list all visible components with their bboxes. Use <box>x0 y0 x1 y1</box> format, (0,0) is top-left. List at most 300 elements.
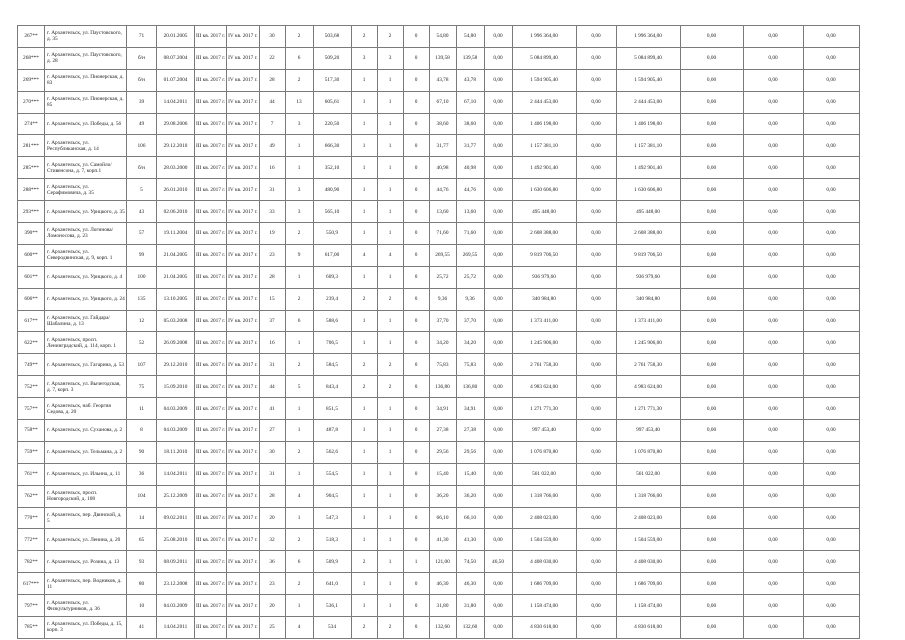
table-row <box>18 223 860 245</box>
cell-residents-total: 71,60 <box>429 223 456 245</box>
cell-apartments-other: 0 <box>403 244 429 266</box>
cell-resettlement-cost: 0,00 <box>576 179 616 201</box>
cell-funds-region: 0,00 <box>680 529 743 551</box>
cell-apartments-other: 0 <box>403 573 429 595</box>
cell-date-recognized: 13.10.2005 <box>157 288 195 310</box>
cell-address: г. Архангельск, ул. Победы, д. 15, корп. 3 <box>45 617 127 639</box>
cell-planned-end: IV кв. 2017 г. <box>227 223 259 245</box>
cell-funds-other: 0,00 <box>803 223 859 245</box>
cell-total-area: 536,1 <box>313 595 351 617</box>
cell-planned-start: III кв. 2017 г. <box>195 398 227 420</box>
cell-floors: 41 <box>259 398 285 420</box>
cell-apartments-municipal: 1 <box>377 529 403 551</box>
cell-residents-total: 13,60 <box>429 201 456 223</box>
cell-area-municipal: 0,00 <box>484 266 512 288</box>
cell-apartments-other: 0 <box>403 91 429 113</box>
cell-funds-other: 0,00 <box>803 529 859 551</box>
cell-address: г. Архангельск, наб. Георгия Седова, д. 20 <box>45 398 127 420</box>
cell-apartments-count: 1 <box>351 179 377 201</box>
cell-funds-other: 0,00 <box>803 398 859 420</box>
cell-total-area: 554,5 <box>313 463 351 485</box>
cell-address: г. Архангельск, ул. Урицкого, д. 35 <box>45 201 127 223</box>
cell-residents-total: 40,98 <box>429 157 456 179</box>
cell-floors: 33 <box>259 201 285 223</box>
cell-funds-fund: 1 406 198,00 <box>616 113 680 135</box>
table-row <box>18 398 860 420</box>
cell-apartments-municipal: 1 <box>377 69 403 91</box>
cell-funds-region: 0,00 <box>680 485 743 507</box>
cell-funds-fund: 2 761 758,30 <box>616 354 680 376</box>
cell-area-other: 2 608 388,00 <box>512 223 576 245</box>
cell-date-recognized: 14.04.2011 <box>157 617 195 639</box>
cell-date-recognized: 09.02.2011 <box>157 507 195 529</box>
cell-apartments-count: 1 <box>351 91 377 113</box>
cell-apartments-municipal: 1 <box>377 201 403 223</box>
cell-floors: 25 <box>259 617 285 639</box>
cell-date-recognized: 25.12.2009 <box>157 485 195 507</box>
cell-resettlement-cost: 0,00 <box>576 507 616 529</box>
table-row <box>18 420 860 442</box>
cell-residents-total: 15,40 <box>429 463 456 485</box>
cell-funds-region: 0,00 <box>680 420 743 442</box>
cell-area-municipal: 0,00 <box>484 573 512 595</box>
cell-area-total: 67,10 <box>456 91 484 113</box>
cell-apartments-count: 2 <box>351 288 377 310</box>
cell-entrances: 4 <box>285 617 313 639</box>
cell-year: 106 <box>127 135 157 157</box>
cell-funds-other: 0,00 <box>803 551 859 573</box>
cell-apartments-other: 0 <box>403 288 429 310</box>
cell-apartments-other: 0 <box>403 617 429 639</box>
cell-entrances: 1 <box>285 398 313 420</box>
cell-funds-other: 0,00 <box>803 420 859 442</box>
cell-funds-region: 0,00 <box>680 266 743 288</box>
cell-entrances: 2 <box>285 223 313 245</box>
cell-funds-local: 0,00 <box>743 47 803 69</box>
cell-area-other: 9 819 706,50 <box>512 244 576 266</box>
cell-area-other: 1 271 771,30 <box>512 398 576 420</box>
cell-row-id: 622** <box>18 332 45 354</box>
cell-floors: 44 <box>259 91 285 113</box>
cell-apartments-municipal: 1 <box>377 113 403 135</box>
cell-area-total: 40,98 <box>456 157 484 179</box>
cell-apartments-count: 1 <box>351 485 377 507</box>
cell-resettlement-cost: 0,00 <box>576 595 616 617</box>
cell-floors: 19 <box>259 223 285 245</box>
cell-row-id: 749** <box>18 354 45 376</box>
cell-apartments-count: 1 <box>351 441 377 463</box>
cell-area-total: 54,80 <box>456 26 484 48</box>
cell-row-id: 293*** <box>18 201 45 223</box>
cell-row-id: 390** <box>18 223 45 245</box>
cell-resettlement-cost: 0,00 <box>576 266 616 288</box>
cell-area-other: 1 996 364,00 <box>512 26 576 48</box>
cell-year: 71 <box>127 26 157 48</box>
cell-area-municipal: 0,00 <box>484 69 512 91</box>
cell-funds-local: 0,00 <box>743 288 803 310</box>
table-row <box>18 551 860 573</box>
cell-planned-start: III кв. 2017 г. <box>195 69 227 91</box>
cell-floors: 15 <box>259 288 285 310</box>
cell-residents-total: 43,78 <box>429 69 456 91</box>
cell-area-other: 1 686 709,00 <box>512 573 576 595</box>
cell-date-recognized: 29.08.2006 <box>157 113 195 135</box>
cell-funds-fund: 1 594 905,40 <box>616 69 680 91</box>
cell-apartments-other: 0 <box>403 266 429 288</box>
cell-funds-region: 0,00 <box>680 244 743 266</box>
cell-floors: 30 <box>259 441 285 463</box>
cell-date-recognized: 21.04.2005 <box>157 244 195 266</box>
cell-apartments-other: 0 <box>403 595 429 617</box>
cell-apartments-other: 0 <box>403 157 429 179</box>
cell-apartments-count: 1 <box>351 573 377 595</box>
cell-entrances: 2 <box>285 69 313 91</box>
table-row <box>18 201 860 223</box>
cell-area-other: 1 630 606,80 <box>512 179 576 201</box>
cell-resettlement-cost: 0,00 <box>576 310 616 332</box>
cell-funds-fund: 1 076 870,80 <box>616 441 680 463</box>
cell-funds-region: 0,00 <box>680 201 743 223</box>
cell-residents-total: 121,00 <box>429 551 456 573</box>
cell-residents-total: 34,20 <box>429 332 456 354</box>
cell-funds-fund: 340 984,80 <box>616 288 680 310</box>
cell-row-id: 761** <box>18 463 45 485</box>
cell-planned-start: III кв. 2017 г. <box>195 288 227 310</box>
cell-row-id: 274** <box>18 113 45 135</box>
cell-apartments-count: 1 <box>351 135 377 157</box>
cell-entrances: 3 <box>285 113 313 135</box>
cell-floors: 7 <box>259 113 285 135</box>
cell-address: г. Архангельск, ул. Пионерская, д. 85 <box>45 91 127 113</box>
cell-funds-local: 0,00 <box>743 376 803 398</box>
cell-year: 93 <box>127 551 157 573</box>
cell-date-recognized: 19.11.2004 <box>157 223 195 245</box>
cell-area-total: 27,38 <box>456 420 484 442</box>
cell-address: г. Архангельск, ул. Тельмана, д. 2 <box>45 441 127 463</box>
cell-apartments-municipal: 1 <box>377 179 403 201</box>
cell-apartments-count: 1 <box>351 507 377 529</box>
cell-apartments-other: 0 <box>403 354 429 376</box>
cell-funds-fund: 1 318 766,00 <box>616 485 680 507</box>
cell-entrances: 6 <box>285 551 313 573</box>
cell-funds-region: 0,00 <box>680 463 743 485</box>
cell-planned-start: III кв. 2017 г. <box>195 47 227 69</box>
cell-total-area: 641,0 <box>313 573 351 595</box>
cell-funds-local: 0,00 <box>743 179 803 201</box>
cell-funds-other: 0,00 <box>803 113 859 135</box>
cell-planned-start: III кв. 2017 г. <box>195 595 227 617</box>
cell-area-municipal: 0,00 <box>484 157 512 179</box>
cell-funds-other: 0,00 <box>803 69 859 91</box>
cell-floors: 27 <box>259 420 285 442</box>
cell-area-other: 4 408 030,00 <box>512 551 576 573</box>
cell-resettlement-cost: 0,00 <box>576 529 616 551</box>
cell-planned-start: III кв. 2017 г. <box>195 463 227 485</box>
cell-apartments-other: 0 <box>403 69 429 91</box>
cell-total-area: 562,6 <box>313 441 351 463</box>
cell-year: 104 <box>127 485 157 507</box>
cell-funds-local: 0,00 <box>743 157 803 179</box>
cell-funds-fund: 1 245 906,00 <box>616 332 680 354</box>
cell-residents-total: 27,38 <box>429 420 456 442</box>
cell-address: г. Архангельск, ул. Северодвинская, д. 9, корп. 1 <box>45 244 127 266</box>
cell-area-total: 74,50 <box>456 551 484 573</box>
cell-planned-end: IV кв. 2017 г. <box>227 113 259 135</box>
cell-funds-other: 0,00 <box>803 617 859 639</box>
cell-year: 10 <box>127 595 157 617</box>
cell-entrances: 3 <box>285 201 313 223</box>
cell-funds-local: 0,00 <box>743 463 803 485</box>
cell-funds-region: 0,00 <box>680 135 743 157</box>
cell-resettlement-cost: 0,00 <box>576 135 616 157</box>
cell-total-area: 588,6 <box>313 310 351 332</box>
cell-address: г. Архангельск, ул. Ильина, д. 11 <box>45 463 127 485</box>
cell-row-id: 782** <box>18 551 45 573</box>
cell-total-area: 706,5 <box>313 332 351 354</box>
cell-row-id: 617*** <box>18 573 45 595</box>
table-row <box>18 507 860 529</box>
cell-planned-end: IV кв. 2017 г. <box>227 398 259 420</box>
cell-entrances: 3 <box>285 179 313 201</box>
cell-planned-start: III кв. 2017 г. <box>195 420 227 442</box>
cell-funds-fund: 2 444 453,00 <box>616 91 680 113</box>
table-row <box>18 135 860 157</box>
table-row <box>18 529 860 551</box>
cell-year: 90 <box>127 441 157 463</box>
cell-apartments-municipal: 1 <box>377 310 403 332</box>
cell-planned-end: IV кв. 2017 г. <box>227 551 259 573</box>
cell-resettlement-cost: 0,00 <box>576 617 616 639</box>
cell-area-other: 495 448,00 <box>512 201 576 223</box>
cell-year: 5 <box>127 179 157 201</box>
cell-planned-end: IV кв. 2017 г. <box>227 507 259 529</box>
table-body <box>18 26 860 639</box>
cell-apartments-other: 0 <box>403 376 429 398</box>
cell-area-total: 44,76 <box>456 179 484 201</box>
cell-apartments-count: 1 <box>351 69 377 91</box>
cell-date-recognized: 05.03.2008 <box>157 310 195 332</box>
cell-date-recognized: 14.04.2011 <box>157 463 195 485</box>
cell-residents-total: 139,58 <box>429 47 456 69</box>
cell-area-municipal: 0,00 <box>484 463 512 485</box>
cell-apartments-count: 1 <box>351 398 377 420</box>
cell-area-municipal: 0,00 <box>484 617 512 639</box>
cell-residents-total: 38,60 <box>429 113 456 135</box>
table-row <box>18 485 860 507</box>
cell-funds-fund: 561 022,00 <box>616 463 680 485</box>
cell-planned-start: III кв. 2017 г. <box>195 266 227 288</box>
cell-funds-region: 0,00 <box>680 26 743 48</box>
cell-row-id: 270*** <box>18 91 45 113</box>
cell-residents-total: 67,10 <box>429 91 456 113</box>
cell-area-total: 41,30 <box>456 529 484 551</box>
cell-area-municipal: 0,00 <box>484 398 512 420</box>
table-row <box>18 69 860 91</box>
cell-year: 49 <box>127 113 157 135</box>
cell-apartments-other: 0 <box>403 485 429 507</box>
cell-planned-start: III кв. 2017 г. <box>195 201 227 223</box>
cell-funds-region: 0,00 <box>680 551 743 573</box>
cell-apartments-municipal: 1 <box>377 551 403 573</box>
cell-apartments-count: 1 <box>351 157 377 179</box>
cell-apartments-count: 2 <box>351 617 377 639</box>
cell-funds-fund: 1 157 381,10 <box>616 135 680 157</box>
cell-total-area: 239,4 <box>313 288 351 310</box>
cell-funds-other: 0,00 <box>803 463 859 485</box>
cell-planned-end: IV кв. 2017 г. <box>227 69 259 91</box>
cell-year: 57 <box>127 223 157 245</box>
cell-funds-local: 0,00 <box>743 551 803 573</box>
cell-area-municipal: 0,00 <box>484 91 512 113</box>
cell-area-other: 1 157 381,10 <box>512 135 576 157</box>
cell-row-id: 752** <box>18 376 45 398</box>
cell-funds-local: 0,00 <box>743 617 803 639</box>
cell-funds-region: 0,00 <box>680 113 743 135</box>
cell-area-total: 43,78 <box>456 69 484 91</box>
cell-date-recognized: 21.04.2005 <box>157 266 195 288</box>
cell-area-total: 75,83 <box>456 354 484 376</box>
cell-planned-end: IV кв. 2017 г. <box>227 529 259 551</box>
table-row <box>18 595 860 617</box>
cell-year: 65 <box>127 529 157 551</box>
cell-area-other: 1 504 559,00 <box>512 529 576 551</box>
cell-resettlement-cost: 0,00 <box>576 26 616 48</box>
cell-residents-total: 41,30 <box>429 529 456 551</box>
cell-address: г. Архангельск, ул. Логинова/Ломоносова, д. 23 <box>45 223 127 245</box>
cell-total-area: 547,3 <box>313 507 351 529</box>
table-row <box>18 266 860 288</box>
cell-apartments-municipal: 1 <box>377 595 403 617</box>
cell-funds-other: 0,00 <box>803 485 859 507</box>
cell-planned-start: III кв. 2017 г. <box>195 551 227 573</box>
cell-row-id: 759** <box>18 441 45 463</box>
cell-residents-total: 75,83 <box>429 354 456 376</box>
cell-address: г. Архангельск, ул. Республиканская, д. 14 <box>45 135 127 157</box>
table-row <box>18 354 860 376</box>
cell-area-other: 4 830 618,00 <box>512 617 576 639</box>
cell-date-recognized: 25.08.2010 <box>157 529 195 551</box>
cell-row-id: 757** <box>18 398 45 420</box>
cell-area-other: 1 492 901,40 <box>512 157 576 179</box>
cell-area-total: 38,60 <box>456 113 484 135</box>
cell-area-other: 1 406 198,00 <box>512 113 576 135</box>
cell-area-municipal: 0,00 <box>484 310 512 332</box>
cell-planned-end: IV кв. 2017 г. <box>227 463 259 485</box>
cell-floors: 28 <box>259 69 285 91</box>
cell-funds-region: 0,00 <box>680 91 743 113</box>
cell-entrances: 13 <box>285 91 313 113</box>
cell-apartments-other: 0 <box>403 507 429 529</box>
cell-area-other: 1 076 870,80 <box>512 441 576 463</box>
cell-resettlement-cost: 0,00 <box>576 113 616 135</box>
cell-funds-other: 0,00 <box>803 157 859 179</box>
cell-floors: 31 <box>259 179 285 201</box>
cell-entrances: 1 <box>285 463 313 485</box>
cell-funds-local: 0,00 <box>743 69 803 91</box>
cell-row-id: 758** <box>18 420 45 442</box>
cell-funds-local: 0,00 <box>743 529 803 551</box>
cell-funds-other: 0,00 <box>803 595 859 617</box>
cell-apartments-municipal: 1 <box>377 573 403 595</box>
cell-year: 8 <box>127 420 157 442</box>
cell-apartments-municipal: 1 <box>377 157 403 179</box>
cell-row-id: 601** <box>18 266 45 288</box>
cell-apartments-other: 0 <box>403 332 429 354</box>
table-row <box>18 288 860 310</box>
cell-funds-fund: 495 448,00 <box>616 201 680 223</box>
cell-planned-end: IV кв. 2017 г. <box>227 595 259 617</box>
cell-resettlement-cost: 0,00 <box>576 485 616 507</box>
table-row <box>18 376 860 398</box>
cell-area-total: 36,20 <box>456 485 484 507</box>
cell-year: 99 <box>127 244 157 266</box>
cell-funds-region: 0,00 <box>680 223 743 245</box>
cell-total-area: 518,3 <box>313 529 351 551</box>
cell-total-area: 666,30 <box>313 135 351 157</box>
cell-year: 11 <box>127 398 157 420</box>
cell-residents-total: 31,80 <box>429 595 456 617</box>
cell-entrances: 2 <box>285 441 313 463</box>
cell-planned-start: III кв. 2017 г. <box>195 354 227 376</box>
cell-funds-other: 0,00 <box>803 244 859 266</box>
cell-area-other: 1 158 474,00 <box>512 595 576 617</box>
cell-funds-fund: 1 492 901,40 <box>616 157 680 179</box>
cell-total-area: 584,5 <box>313 354 351 376</box>
cell-apartments-municipal: 2 <box>377 354 403 376</box>
cell-planned-start: III кв. 2017 г. <box>195 332 227 354</box>
cell-area-total: 71,60 <box>456 223 484 245</box>
cell-entrances: 6 <box>285 47 313 69</box>
cell-floors: 31 <box>259 354 285 376</box>
cell-apartments-count: 1 <box>351 223 377 245</box>
cell-funds-local: 0,00 <box>743 113 803 135</box>
cell-date-recognized: 08.09.2011 <box>157 551 195 573</box>
cell-row-id: 268*** <box>18 47 45 69</box>
cell-residents-total: 36,20 <box>429 485 456 507</box>
cell-planned-end: IV кв. 2017 г. <box>227 91 259 113</box>
cell-row-id: 281*** <box>18 135 45 157</box>
table-row <box>18 441 860 463</box>
cell-year: 52 <box>127 332 157 354</box>
cell-floors: 36 <box>259 551 285 573</box>
cell-residents-total: 44,76 <box>429 179 456 201</box>
cell-planned-end: IV кв. 2017 г. <box>227 310 259 332</box>
cell-apartments-municipal: 1 <box>377 441 403 463</box>
cell-planned-start: III кв. 2017 г. <box>195 376 227 398</box>
cell-year: 41 <box>127 617 157 639</box>
cell-date-recognized: 29.12.2010 <box>157 354 195 376</box>
cell-floors: 37 <box>259 310 285 332</box>
cell-funds-fund: 997 453,40 <box>616 420 680 442</box>
table-row <box>18 573 860 595</box>
cell-apartments-municipal: 1 <box>377 135 403 157</box>
cell-apartments-municipal: 1 <box>377 420 403 442</box>
cell-entrances: 2 <box>285 573 313 595</box>
cell-resettlement-cost: 0,00 <box>576 157 616 179</box>
cell-apartments-municipal: 4 <box>377 244 403 266</box>
cell-date-recognized: 18.11.2010 <box>157 441 195 463</box>
cell-apartments-count: 3 <box>351 47 377 69</box>
cell-funds-local: 0,00 <box>743 507 803 529</box>
cell-apartments-other: 0 <box>403 420 429 442</box>
cell-residents-total: 37,70 <box>429 310 456 332</box>
cell-area-other: 1 318 766,00 <box>512 485 576 507</box>
cell-area-total: 269,55 <box>456 244 484 266</box>
cell-entrances: 5 <box>285 376 313 398</box>
cell-funds-local: 0,00 <box>743 595 803 617</box>
cell-total-area: 517,30 <box>313 69 351 91</box>
cell-planned-end: IV кв. 2017 г. <box>227 47 259 69</box>
